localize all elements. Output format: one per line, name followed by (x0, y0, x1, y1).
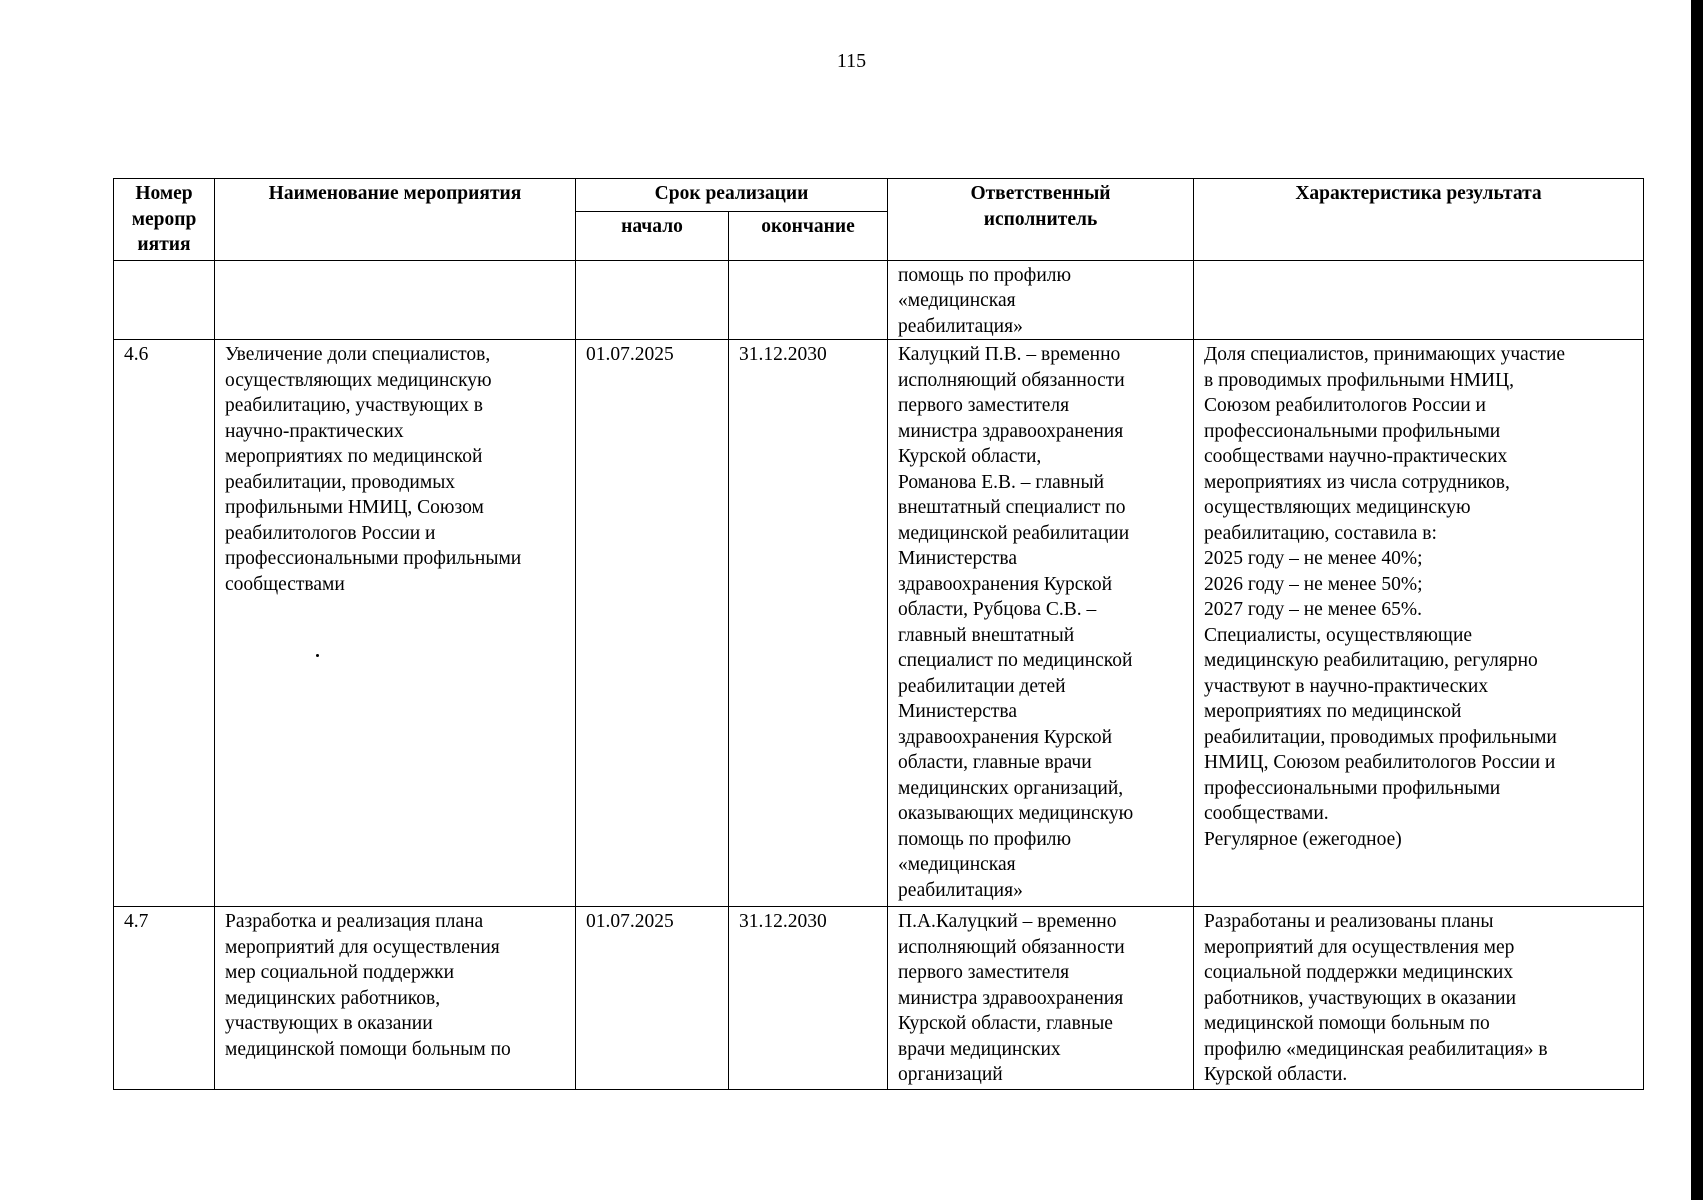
scan-speck (316, 654, 319, 657)
row-result-cell: Доля специалистов, принимающих участие в проводимых профильными НМИЦ, Союзом реабилитологов России и профессиональными профильными сообществами научно-практических мероприятиях из числа сотрудников, осуществляющих медицинскую реабилитацию, составила в: 2025 году – не менее 40%; 2026 году – не менее 50%; 2027 году – не менее 65%. Специалисты, осуществляющие медицинскую реабилитацию, регулярно участвуют в научно-практических мероприятиях по медицинской реабилитации, проводимых профильными НМИЦ, Союзом реабилитологов России и профессиональными профильными сообществами. Регулярное (ежегодное) (1194, 340, 1644, 907)
table-row (114, 260, 1644, 340)
row-number-cell: 4.7 (114, 907, 215, 1090)
row-name-cell: Увеличение доли специалистов, осуществляющих медицинскую реабилитацию, участвующих в научно-практических мероприятиях по медицинской реабилитации, проводимых профильными НМИЦ, Союзом реабилитологов России и профессиональными профильными сообществами (215, 340, 576, 907)
row-end-cell: 31.12.2030 (729, 907, 888, 1090)
row-responsible-cell: Калуцкий П.В. – временно исполняющий обязанности первого заместителя министра здравоохранения Курской области, Романова Е.В. – главный внештатный специалист по медицинской реабилитации Министерства здравоохранения Курской области, Рубцова С.В. – главный внештатный специалист по медицинской реабилитации детей Министерства здравоохранения Курской области, главные врачи медицинских организаций, оказывающих медицинскую помощь по профилю «медицинская реабилитация» (888, 340, 1194, 907)
row-start-cell (576, 260, 729, 340)
row-start-cell: 01.07.2025 (576, 340, 729, 907)
header-end: окончание (729, 211, 888, 260)
header-name: Наименование мероприятия (215, 179, 576, 261)
row-number-cell: 4.6 (114, 340, 215, 907)
table-row (114, 340, 1644, 907)
header-row (114, 179, 1644, 212)
row-name-cell (215, 260, 576, 340)
scan-edge (1691, 0, 1703, 1200)
row-start-cell: 01.07.2025 (576, 907, 729, 1090)
row-responsible-cell: П.А.Калуцкий – временно исполняющий обязанности первого заместителя министра здравоохранения Курской области, главные врачи медицинских организаций (888, 907, 1194, 1090)
header-number: Номер меропр иятия (114, 179, 215, 261)
header-responsible: Ответственный исполнитель (888, 179, 1194, 261)
header-start: начало (576, 211, 729, 260)
row-responsible-cell: помощь по профилю «медицинская реабилитация» (888, 260, 1194, 340)
row-end-cell: 31.12.2030 (729, 340, 888, 907)
measures-table (113, 178, 1644, 1090)
row-name-cell: Разработка и реализация плана мероприятий для осуществления мер социальной поддержки медицинских работников, участвующих в оказании медицинской помощи больным по (215, 907, 576, 1090)
row-number-cell (114, 260, 215, 340)
header-result: Характеристика результата (1194, 179, 1644, 261)
header-period: Срок реализации (576, 179, 888, 212)
table-row (114, 907, 1644, 1090)
row-end-cell (729, 260, 888, 340)
row-result-cell (1194, 260, 1644, 340)
page-number: 115 (836, 50, 867, 72)
row-result-cell: Разработаны и реализованы планы мероприятий для осуществления мер социальной поддержки медицинских работников, участвующих в оказании медицинской помощи больным по профилю «медицинская реабилитация» в Курской области. (1194, 907, 1644, 1090)
